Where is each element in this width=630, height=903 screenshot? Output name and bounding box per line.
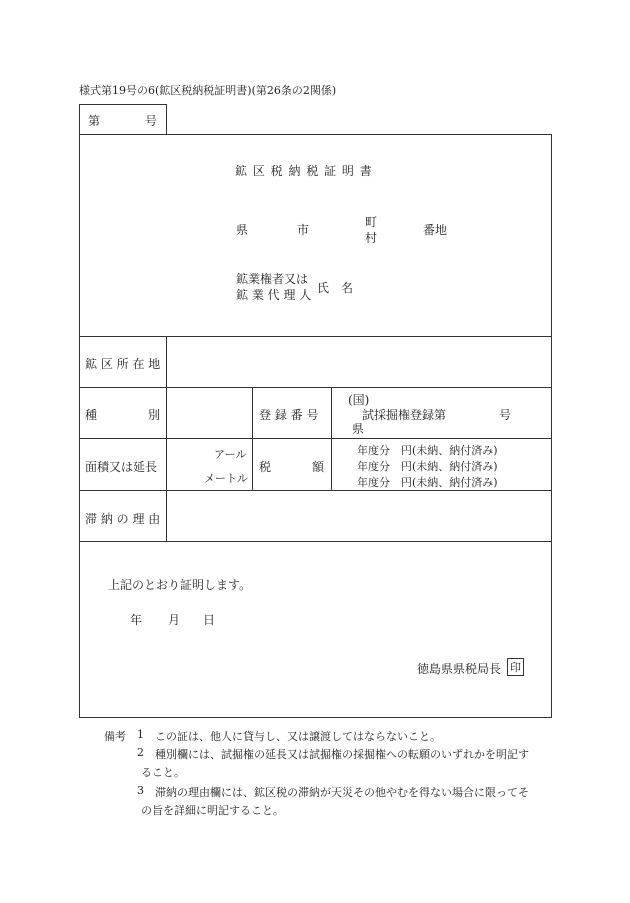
location-label: 鉱 区 所 在 地 [85, 357, 161, 371]
frame-bottom [79, 717, 552, 718]
number-box-right [166, 104, 167, 134]
row-sep-5 [79, 541, 552, 542]
row-sep-2 [79, 387, 552, 388]
registration-ken: 県 [352, 422, 365, 436]
date-year: 年 [130, 613, 143, 627]
area-meter: メートル [204, 472, 248, 485]
type-label-2: 別 [148, 408, 161, 422]
note-3-num: 3 [137, 784, 144, 797]
registration-kuni: (国) [348, 393, 370, 407]
tax-label-1: 税 [259, 460, 272, 474]
certificate-title: 鉱 区 税 納 税 証 明 書 [235, 164, 373, 178]
col-mid-sep-2 [331, 387, 332, 490]
registration-go: 号 [499, 408, 512, 422]
address-machi: 町 [365, 215, 378, 229]
address-mura: 村 [365, 231, 378, 245]
note-1-text: この証は、他人に貸与し、又は譲渡してはならないこと。 [155, 730, 441, 743]
type-label: 種 [85, 408, 98, 422]
number-dai: 第 [88, 114, 101, 128]
tax-line-1: 年度分 円(未納、納付済み) [357, 444, 498, 457]
date-month: 月 [168, 613, 181, 627]
number-go: 号 [145, 114, 158, 128]
address-ken: 県 [236, 223, 249, 237]
address-shi: 市 [297, 223, 310, 237]
seal-mark: 印 [507, 658, 524, 676]
note-3-text-b: の旨を詳細に明記すること。 [141, 804, 284, 817]
registration-trial: 試採掘権登録第 [362, 408, 447, 422]
row-sep-4 [79, 490, 552, 491]
note-2-text-a: 種別欄には、試掘権の延長又は試掘権の採掘権への転願のいずれかを明記す [155, 748, 529, 761]
certification-statement: 上記のとおり証明します。 [108, 578, 252, 592]
holder-line1: 鉱業権者又は [236, 272, 309, 286]
date-day: 日 [203, 613, 216, 627]
holder-shimei: 氏 名 [317, 281, 354, 295]
tax-line-2: 年度分 円(未納、納付済み) [357, 460, 498, 473]
tax-label-2: 額 [312, 460, 325, 474]
frame-right [551, 134, 552, 718]
number-box-top [79, 104, 166, 105]
area-are: アール [214, 448, 247, 461]
row-sep-3 [79, 438, 552, 439]
note-2-text-b: ること。 [141, 766, 185, 779]
col-mid-sep-1 [252, 387, 253, 490]
frame-left [79, 104, 80, 718]
holder-line2: 鉱 業 代 理 人 [236, 288, 312, 302]
note-2-num: 2 [137, 746, 144, 759]
form-label: 様式第19号の6(鉱区税納税証明書)(第26条の2関係) [79, 84, 337, 97]
notes-label: 備考 [104, 730, 126, 743]
registration-label: 登 録 番 号 [259, 408, 319, 422]
row-sep-1 [79, 336, 552, 337]
area-label: 面積又は延長 [85, 460, 158, 474]
col-label-sep [166, 336, 167, 541]
issuer: 徳島県県税局長 [417, 662, 502, 676]
frame-top [79, 134, 552, 135]
note-1-num: 1 [137, 728, 144, 741]
note-3-text-a: 滞納の理由欄には、鉱区税の滞納が天災その他やむを得ない場合に限ってそ [155, 786, 529, 799]
address-banchi: 番地 [423, 223, 448, 237]
tax-line-3: 年度分 円(未納、納付済み) [357, 476, 498, 489]
reason-label: 滞 納 の 理 由 [85, 512, 161, 526]
